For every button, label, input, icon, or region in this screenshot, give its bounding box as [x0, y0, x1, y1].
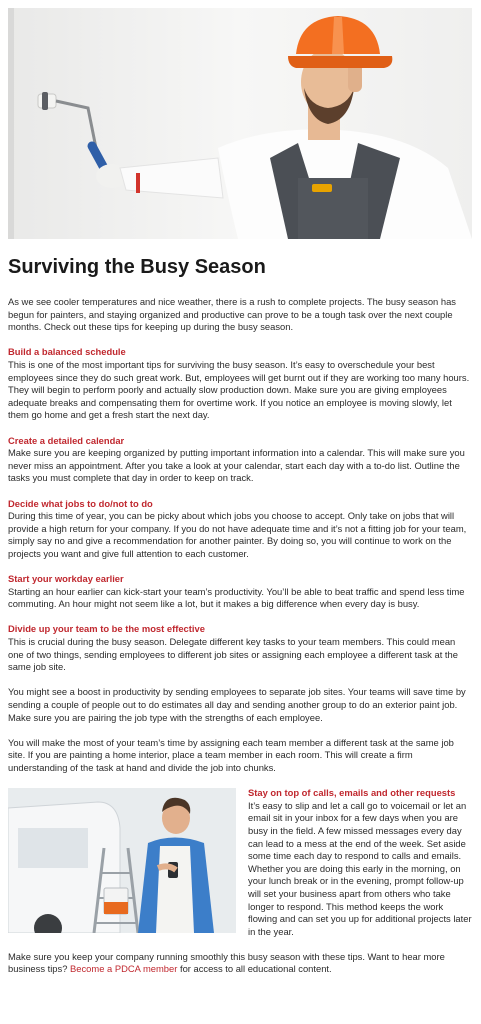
- section-body: Make sure you are keeping organized by putting important information into a calendar. This will make sure you never miss an appointment. After you take a look at your calendar, start each day with a to-do list. Outline the tasks you must complete that day in order to keep on track.: [8, 447, 465, 484]
- section-heading: Start your workday earlier: [8, 573, 124, 585]
- different-tasks-paragraph: You will make the most of your team’s time by assigning each team member a different task at the same job site. If you are painting a home interior, place a team member in each room. This will create a firm understanding of the task at hand and divide the job into chunks.: [8, 736, 454, 773]
- section-start-earlier: [8, 573, 472, 611]
- section-body: This is one of the most important tips for surviving the busy season. It’s easy to overschedule your best employees since they do such great work. But, employees will get burnt out if they are working too many hours. They will begin to perform poorly and actually slow production down. Make sure you are giving employees adequate breaks and compensating them for overtime work. If you notice an employee is moving slowly, let them go home and get a fresh start the next day.: [8, 358, 470, 421]
- section-body: Starting an hour earlier can kick-start your team’s productivity. You’ll be able to beat traffic and spend less time commuting. An hour might not seem like a lot, but it makes a big difference when every day is busy.: [8, 585, 465, 610]
- article-body: [8, 296, 472, 989]
- become-member-link[interactable]: Become a PDCA member: [70, 963, 178, 975]
- page-title: Surviving the Busy Season: [8, 256, 266, 278]
- section-balanced-schedule: [8, 346, 472, 422]
- section-body: This is crucial during the busy season. Delegate different key tasks to your team members. This could mean one of two things, sending employees to different job sites or assigning each employee a different task at the same job site.: [8, 636, 458, 673]
- section-decide-jobs: [8, 498, 472, 561]
- section-detailed-calendar: [8, 435, 472, 485]
- section-body: During this time of year, you can be picky about which jobs you choose to accept. Only take on jobs that will provide a high return for your company. If you do not have adequate time and it’s not a fitting job for your team, simply say no and give a recommendation for another painter. By doing so, you will continue to work on the projects you want and give full attention to each customer.: [8, 510, 467, 559]
- section-heading: Build a balanced schedule: [8, 346, 126, 358]
- section-heading: Decide what jobs to do/not to do: [8, 497, 153, 509]
- worker-phone-image: [8, 788, 236, 933]
- painter-illustration: [8, 8, 472, 239]
- section-heading: Stay on top of calls, emails and other requests: [248, 787, 456, 799]
- section-body: It’s easy to slip and let a call go to voicemail or let an email sit in your inbox for a few days when you are busy in the field. A few missed messages every day can lead to a mess at the end of the week. Set aside some time each day to respond to calls and emails. Whether you are doing this early in the morning, on your lunch break or in the evening, prompt follow-up will set your business apart from others who take longer to respond. This method keeps the work flowing and can set you up for additional projects later in the year.: [248, 799, 472, 937]
- section-heading: Create a detailed calendar: [8, 434, 125, 446]
- worker-with-van-illustration: [8, 788, 236, 933]
- separate-sites-paragraph: You might see a boost in productivity by sending employees to separate job sites. Your teams will save time by sending a couple of people out to do estimates all day and sending another group to do an exterior paint job. Make sure you are pairing the job type with the strengths of each employee.: [8, 686, 466, 723]
- hero-image: [8, 8, 472, 239]
- closing-paragraph: [8, 951, 472, 976]
- section-calls-emails: [8, 787, 472, 938]
- closing-text-end: for access to all educational content.: [177, 963, 332, 975]
- section-divide-team: [8, 623, 472, 673]
- closing-text: Make sure you keep your company running smoothly this busy season with these tips. Want to hear more business tips?: [8, 950, 445, 975]
- intro-paragraph: As we see cooler temperatures and nice weather, there is a rush to complete projects. The busy season has begun for painters, and staying organized and productive can prove to be a tough task over the next couple months. Check out these tips for keeping up during the busy season.: [8, 296, 456, 333]
- section-heading: Divide up your team to be the most effective: [8, 623, 205, 635]
